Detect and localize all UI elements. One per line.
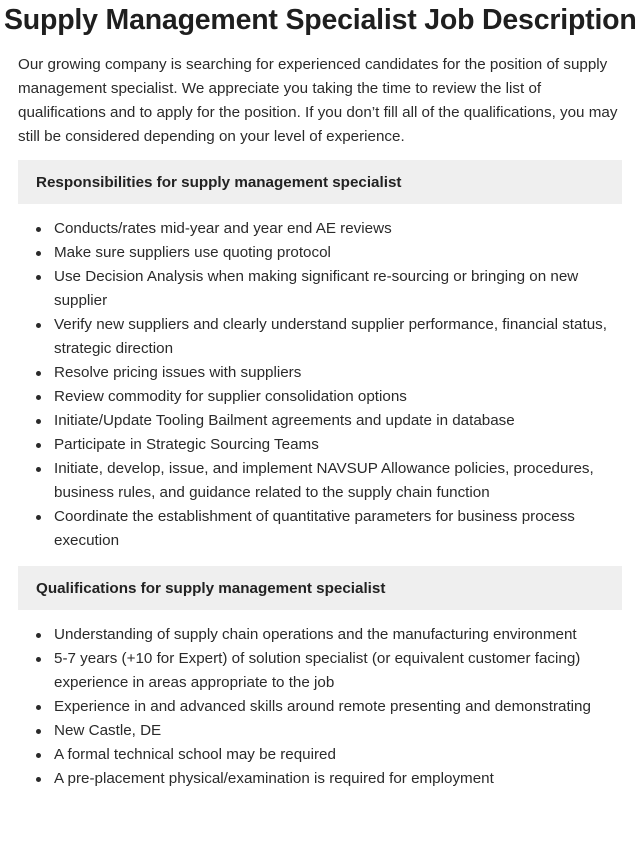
qualifications-heading: Qualifications for supply management specialist xyxy=(18,566,622,610)
list-item xyxy=(36,409,626,433)
bullet-icon xyxy=(36,467,41,472)
page-title: Supply Management Specialist Job Description xyxy=(4,4,637,36)
list-item-text: Conducts/rates mid-year and year end AE reviews xyxy=(54,220,392,237)
list-item-text: Experience in and advanced skills around remote presenting and demonstrating xyxy=(54,698,591,715)
list-item xyxy=(36,505,626,553)
list-item xyxy=(36,313,626,361)
bullet-icon xyxy=(36,371,41,376)
qualifications-list xyxy=(36,623,626,791)
bullet-icon xyxy=(36,515,41,520)
bullet-icon xyxy=(36,633,41,638)
list-item-text: Initiate, develop, issue, and implement NAVSUP Allowance policies, procedures, business rules, and guidance related to the supply chain function xyxy=(54,460,594,501)
list-item xyxy=(36,241,626,265)
intro-paragraph: Our growing company is searching for experienced candidates for the position of supply management specialist. We appreciate you taking the time to review the list of qualifications and to apply for the position. If you don’t fill all of the qualifications, you may still be considered depending on your level of experience. xyxy=(18,56,618,145)
list-item-text: A formal technical school may be required xyxy=(54,746,336,763)
bullet-icon xyxy=(36,275,41,280)
bullet-icon xyxy=(36,777,41,782)
list-item xyxy=(36,385,626,409)
list-item xyxy=(36,695,626,719)
list-item xyxy=(36,719,626,743)
bullet-icon xyxy=(36,419,41,424)
bullet-icon xyxy=(36,251,41,256)
list-item-text: Coordinate the establishment of quantitative parameters for business process execution xyxy=(54,508,575,549)
list-item-text: Make sure suppliers use quoting protocol xyxy=(54,244,331,261)
bullet-icon xyxy=(36,395,41,400)
list-item xyxy=(36,265,626,313)
bullet-icon xyxy=(36,729,41,734)
list-item-text: Review commodity for supplier consolidation options xyxy=(54,388,407,405)
list-item-text: New Castle, DE xyxy=(54,722,162,739)
bullet-icon xyxy=(36,227,41,232)
list-item xyxy=(36,457,626,505)
list-item-text: Resolve pricing issues with suppliers xyxy=(54,364,302,381)
list-item xyxy=(36,361,626,385)
list-item xyxy=(36,647,626,695)
bullet-icon xyxy=(36,323,41,328)
list-item xyxy=(36,433,626,457)
list-item-text: A pre-placement physical/examination is required for employment xyxy=(54,770,494,787)
list-item-text: Participate in Strategic Sourcing Teams xyxy=(54,436,319,453)
list-item xyxy=(36,623,626,647)
bullet-icon xyxy=(36,443,41,448)
list-item xyxy=(36,767,626,791)
list-item-text: Understanding of supply chain operations and the manufacturing environment xyxy=(54,626,577,643)
bullet-icon xyxy=(36,657,41,662)
responsibilities-heading: Responsibilities for supply management specialist xyxy=(18,160,622,204)
list-item xyxy=(36,217,626,241)
responsibilities-list xyxy=(36,217,626,553)
bullet-icon xyxy=(36,705,41,710)
list-item-text: 5-7 years (+10 for Expert) of solution specialist (or equivalent customer facing) experience in areas appropriate to the job xyxy=(54,650,581,691)
list-item-text: Verify new suppliers and clearly understand supplier performance, financial status, strategic direction xyxy=(54,316,607,357)
list-item-text: Initiate/Update Tooling Bailment agreements and update in database xyxy=(54,412,515,429)
bullet-icon xyxy=(36,753,41,758)
list-item-text: Use Decision Analysis when making significant re-sourcing or bringing on new supplier xyxy=(54,268,579,309)
list-item xyxy=(36,743,626,767)
